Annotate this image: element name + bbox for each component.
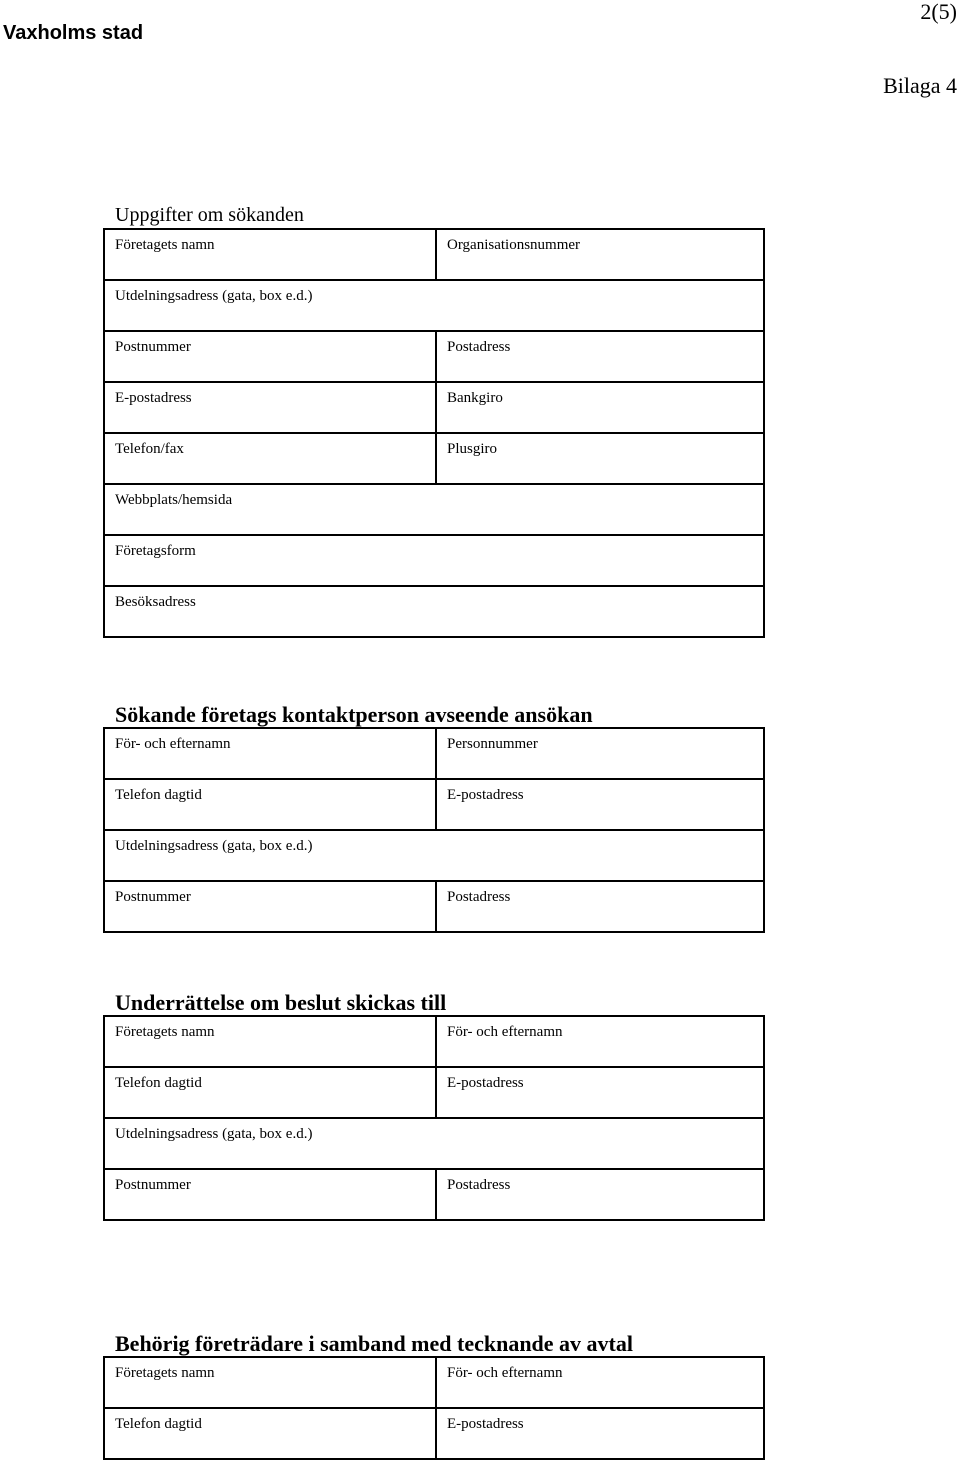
field-email[interactable]: E-postadress [436,1408,764,1459]
field-daytime-phone[interactable]: Telefon dagtid [104,1408,436,1459]
applicant-form [103,228,765,638]
section-title-contact-person: Sökande företags kontaktperson avseende ansökan [115,702,593,727]
field-postal-code[interactable]: Postnummer [104,881,436,932]
section-title-authorized-representative: Behörig företrädare i samband med tecknande av avtal [115,1331,633,1356]
organization-name: Vaxholms stad [3,22,144,44]
field-personal-number[interactable]: Personnummer [436,728,764,779]
field-website[interactable]: Webbplats/hemsida [104,484,764,535]
field-plusgiro[interactable]: Plusgiro [436,433,764,484]
field-email[interactable]: E-postadress [436,779,764,830]
field-mailing-address[interactable]: Utdelningsadress (gata, box e.d.) [104,830,764,881]
attachment-label: Bilaga 4 [883,73,957,98]
field-company-form[interactable]: Företagsform [104,535,764,586]
field-postal-code[interactable]: Postnummer [104,331,436,382]
field-postal-code[interactable]: Postnummer [104,1169,436,1220]
field-company-name[interactable]: Företagets namn [104,1016,436,1067]
field-company-name[interactable]: Företagets namn [104,229,436,280]
field-email[interactable]: E-postadress [104,382,436,433]
field-daytime-phone[interactable]: Telefon dagtid [104,1067,436,1118]
decision-notice-form [103,1015,765,1221]
field-company-name[interactable]: Företagets namn [104,1357,436,1408]
field-visiting-address[interactable]: Besöksadress [104,586,764,637]
contact-person-form [103,727,765,933]
field-postal-address[interactable]: Postadress [436,331,764,382]
field-bankgiro[interactable]: Bankgiro [436,382,764,433]
page-number: 2(5) [920,0,957,24]
field-phone-fax[interactable]: Telefon/fax [104,433,436,484]
authorized-representative-form [103,1356,765,1460]
field-full-name[interactable]: För- och efternamn [436,1357,764,1408]
field-email[interactable]: E-postadress [436,1067,764,1118]
field-postal-address[interactable]: Postadress [436,1169,764,1220]
section-title-applicant: Uppgifter om sökanden [115,204,304,226]
field-mailing-address[interactable]: Utdelningsadress (gata, box e.d.) [104,1118,764,1169]
field-full-name[interactable]: För- och efternamn [104,728,436,779]
field-full-name[interactable]: För- och efternamn [436,1016,764,1067]
field-mailing-address[interactable]: Utdelningsadress (gata, box e.d.) [104,280,764,331]
field-postal-address[interactable]: Postadress [436,881,764,932]
field-daytime-phone[interactable]: Telefon dagtid [104,779,436,830]
section-title-decision-notice: Underrättelse om beslut skickas till [115,990,447,1015]
field-org-number[interactable]: Organisationsnummer [436,229,764,280]
